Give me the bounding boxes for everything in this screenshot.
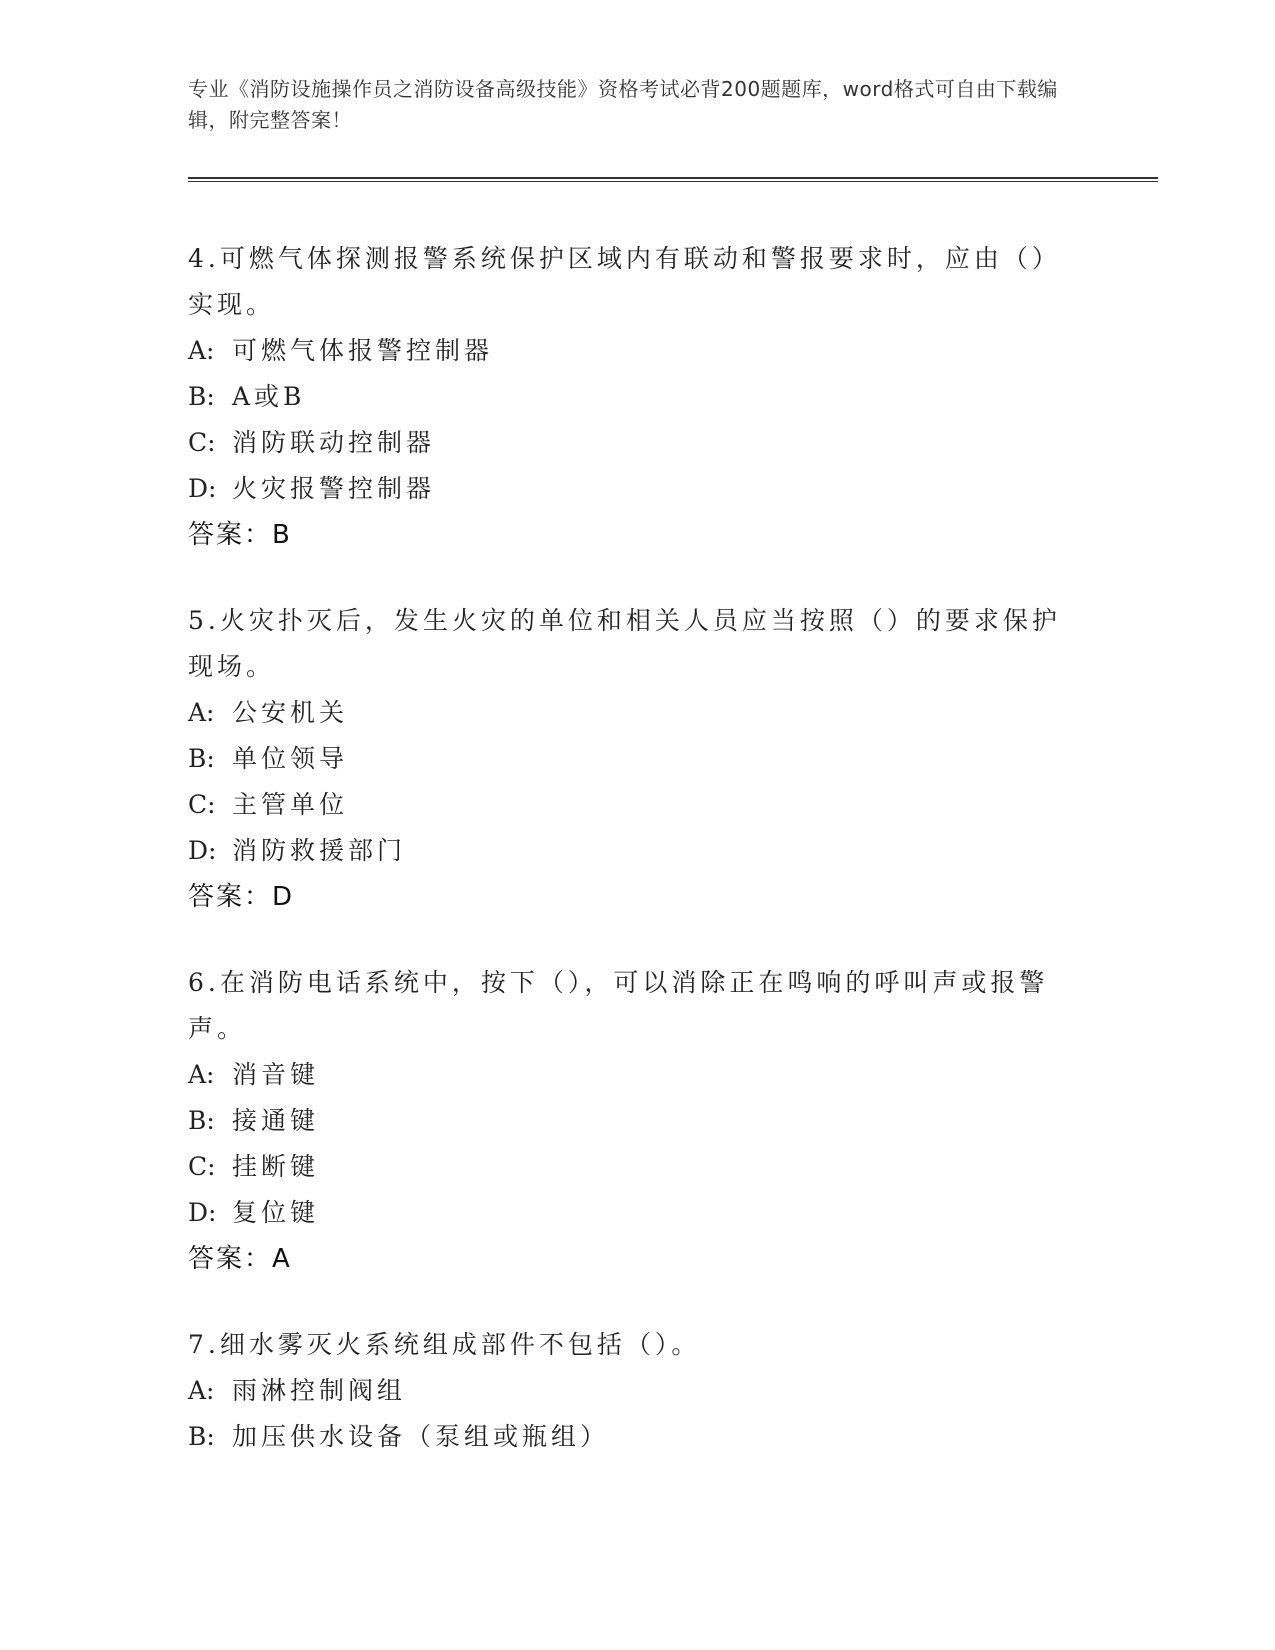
option-key: B: [188,1422,215,1451]
option-key: C: [188,790,216,819]
header-rule-thick [188,177,1158,179]
option-text: 挂断键 [232,1152,320,1181]
option-b [188,736,1078,782]
option-text: 公安机关 [232,698,349,727]
question-stem: 5.火灾扑灭后，发生火灾的单位和相关人员应当按照（）的要求保护现场。 [188,606,1061,681]
option-text: 接通键 [232,1106,320,1135]
option-a [188,328,1078,374]
question-6 [188,960,1078,1282]
question-stem: 4.可燃气体探测报警系统保护区域内有联动和警报要求时，应由（）实现。 [188,244,1061,319]
option-text: 消音键 [232,1060,320,1089]
answer-line: 答案：A [188,1244,292,1274]
option-text: 复位键 [232,1198,320,1227]
option-c [188,420,1078,466]
option-b [188,1414,1078,1460]
question-5 [188,598,1078,920]
question-4 [188,236,1078,558]
option-text: 消防联动控制器 [232,428,436,457]
option-text: 加压供水设备（泵组或瓶组） [232,1422,610,1451]
option-key: A: [188,1376,215,1405]
option-c [188,782,1078,828]
option-text: A或B [232,382,306,411]
question-stem: 6.在消防电话系统中，按下（），可以消除正在鸣响的呼叫声或报警声。 [188,968,1049,1043]
option-key: A: [188,336,215,365]
answer-line: 答案：D [188,882,295,912]
option-d [188,828,1078,874]
option-text: 消防救援部门 [232,836,407,865]
option-key: D: [188,1198,217,1227]
option-b [188,374,1078,420]
option-key: B: [188,744,215,773]
option-text: 主管单位 [232,790,349,819]
option-text: 单位领导 [232,744,349,773]
option-b [188,1098,1078,1144]
option-key: A: [188,698,215,727]
option-key: D: [188,836,217,865]
header-rule-thin [188,181,1158,182]
option-key: C: [188,428,216,457]
option-a [188,1052,1078,1098]
option-d [188,466,1078,512]
option-d [188,1190,1078,1236]
answer-line: 答案：B [188,520,292,550]
option-key: B: [188,382,215,411]
option-key: D: [188,474,217,503]
option-a [188,1368,1078,1414]
option-key: B: [188,1106,215,1135]
option-text: 雨淋控制阀组 [232,1376,407,1405]
question-7 [188,1322,1078,1460]
option-text: 火灾报警控制器 [232,474,436,503]
option-c [188,1144,1078,1190]
question-list [188,236,1078,1500]
option-key: C: [188,1152,216,1181]
option-a [188,690,1078,736]
option-key: A: [188,1060,215,1089]
option-text: 可燃气体报警控制器 [232,336,494,365]
question-stem: 7.细水雾灭火系统组成部件不包括（）。 [188,1330,701,1359]
document-intro: 专业《消防设施操作员之消防设备高级技能》资格考试必背200题题库，word格式可自由下载编辑，附完整答案！ [188,77,1058,132]
